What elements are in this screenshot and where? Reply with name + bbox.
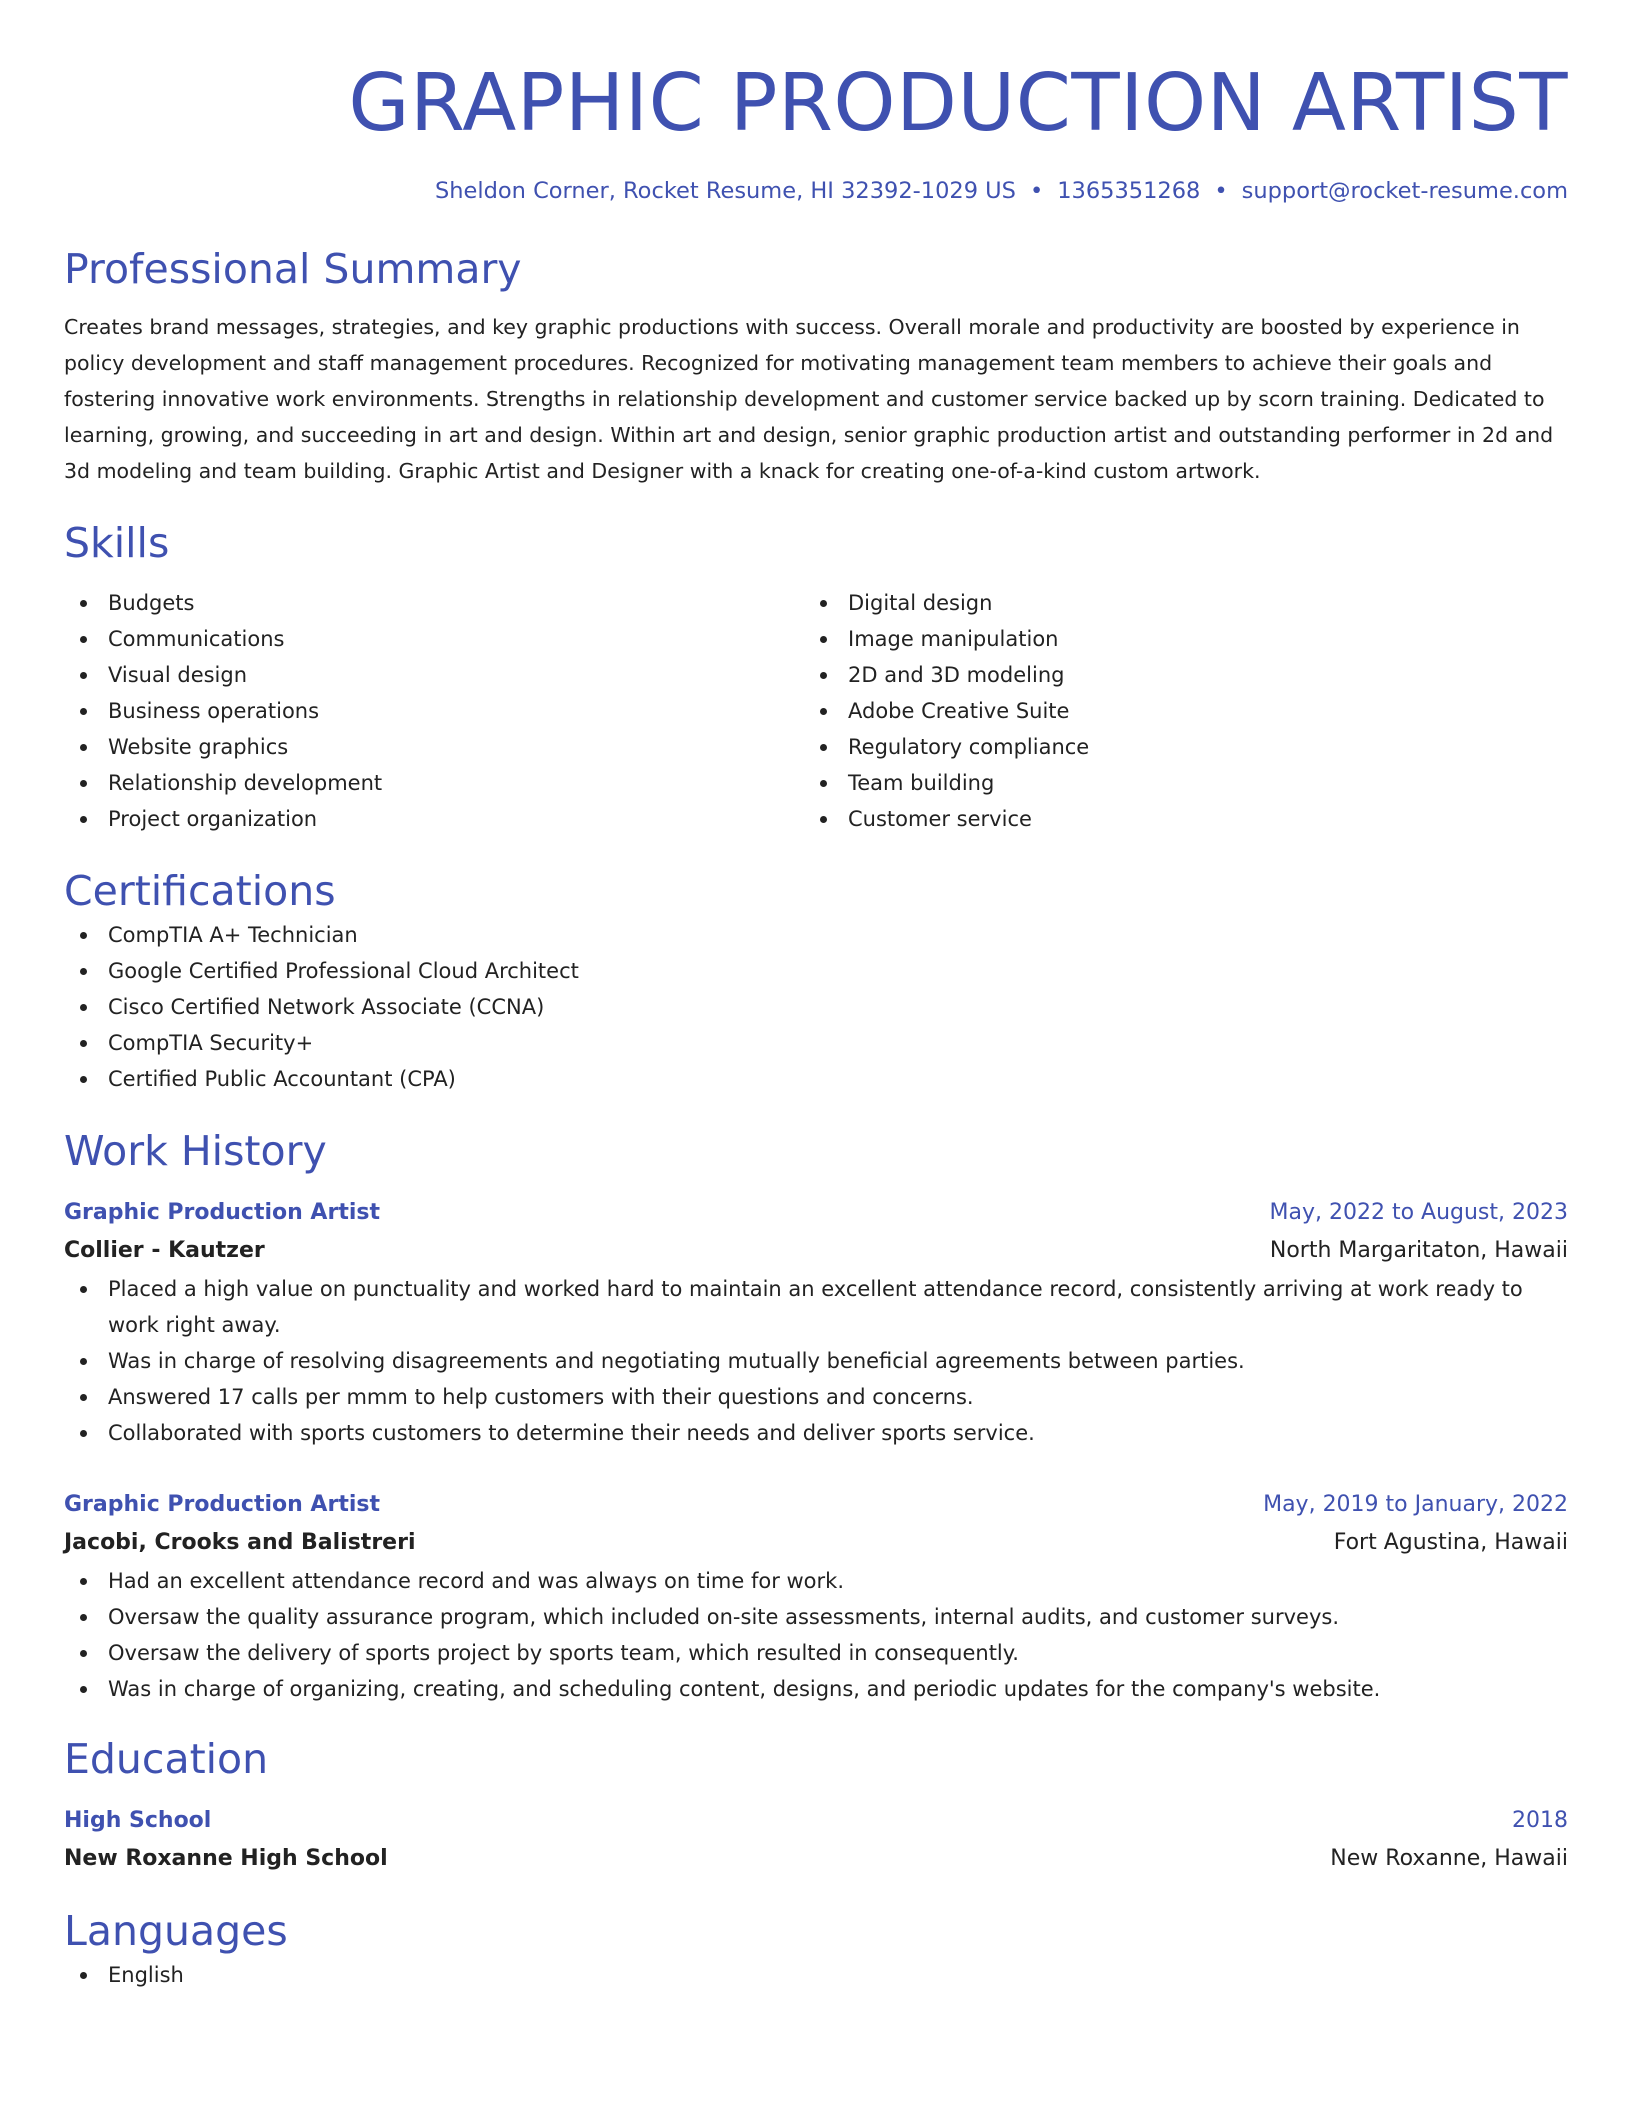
job-entry <box>64 1195 1568 1451</box>
job-duty-item: Oversaw the quality assurance program, which included on-site assessments, internal audits, and customer surveys. <box>64 1599 1568 1635</box>
skill-item: Image manipulation <box>804 621 1544 657</box>
job-location: Fort Agustina, Hawaii <box>1333 1530 1568 1555</box>
separator-dot: • <box>1214 178 1228 204</box>
job-duty-item: Had an excellent attendance record and was always on time for work. <box>64 1563 1568 1599</box>
section-title-work-history: Work History <box>64 1127 327 1175</box>
separator-dot: • <box>1029 178 1044 204</box>
job-entry <box>64 1487 1568 1707</box>
skills-section <box>64 517 1568 837</box>
job-company: Jacobi, Crooks and Balistreri <box>64 1530 416 1555</box>
work-history-section <box>64 1125 1568 1707</box>
skills-list-right <box>804 585 1544 837</box>
section-title-summary: Professional Summary <box>64 245 522 293</box>
skills-grid <box>64 585 1568 837</box>
skill-item: Project organization <box>64 801 804 837</box>
job-duties-list <box>64 1271 1568 1451</box>
education-school-row <box>64 1839 1568 1879</box>
email-link[interactable]: support@rocket-resume.com <box>1241 178 1568 204</box>
skill-item: Team building <box>804 765 1544 801</box>
education-location: New Roxanne, Hawaii <box>1330 1846 1568 1871</box>
certification-item: CompTIA Security+ <box>64 1025 1568 1061</box>
skill-item: Business operations <box>64 693 804 729</box>
education-entry <box>64 1803 1568 1879</box>
job-duty-item: Collaborated with sports customers to determine their needs and deliver sports service. <box>64 1415 1568 1451</box>
summary-section <box>64 243 1568 489</box>
job-duty-item: Was in charge of organizing, creating, and scheduling content, designs, and periodic updates for the company's website. <box>64 1671 1568 1707</box>
skills-list-left <box>64 585 804 837</box>
job-duty-item: Placed a high value on punctuality and worked hard to maintain an excellent attendance record, consistently arriving at work ready to work right away. <box>64 1271 1568 1343</box>
languages-section <box>64 1905 1568 1993</box>
job-dates: May, 2022 to August, 2023 <box>1269 1200 1568 1225</box>
certification-item: Certified Public Accountant (CPA) <box>64 1061 1568 1097</box>
skill-item: Regulatory compliance <box>804 729 1544 765</box>
certifications-section <box>64 865 1568 1097</box>
job-role: Graphic Production Artist <box>64 1492 380 1517</box>
summary-paragraph: Creates brand messages, strategies, and key graphic productions with success. Overall morale and productivity are boosted by experience in policy development and staff management procedures. Recognized for motivating management team members to achieve their goals and fostering innovative work environments. Strengths in relationship development and customer service backed up by scorn training. Dedicated to learning, growing, and succeeding in art and design. Within art and design, senior graphic production artist and outstanding performer in 2d and 3d modeling and team building. Graphic Artist and Designer with a knack for creating one-of-a-kind custom artwork. <box>64 315 1554 483</box>
job-duty-item: Answered 17 calls per mmm to help customers with their questions and concerns. <box>64 1379 1568 1415</box>
skill-item: Relationship development <box>64 765 804 801</box>
education-year: 2018 <box>1512 1808 1568 1833</box>
resume-header <box>64 55 1568 207</box>
section-title-skills: Skills <box>64 519 170 567</box>
skill-item: Website graphics <box>64 729 804 765</box>
skill-item: Digital design <box>804 585 1544 621</box>
contact-line <box>64 175 1568 207</box>
education-section <box>64 1733 1568 1879</box>
candidate-title: GRAPHIC PRODUCTION ARTIST <box>348 57 1568 149</box>
certification-item: CompTIA A+ Technician <box>64 917 1568 953</box>
skill-item: Visual design <box>64 657 804 693</box>
job-dates: May, 2019 to January, 2022 <box>1263 1492 1568 1517</box>
job-heading-row <box>64 1487 1568 1523</box>
education-school: New Roxanne High School <box>64 1846 388 1871</box>
language-item: English <box>64 1957 1568 1993</box>
job-duty-item: Oversaw the delivery of sports project by sports team, which resulted in consequently. <box>64 1635 1568 1671</box>
address-text: Sheldon Corner, Rocket Resume, HI 32392-1029 US <box>434 178 1016 204</box>
job-location: North Margaritaton, Hawaii <box>1269 1238 1568 1263</box>
job-company: Collier - Kautzer <box>64 1238 265 1263</box>
job-duties-list <box>64 1563 1568 1707</box>
job-duty-item: Was in charge of resolving disagreements and negotiating mutually beneficial agreements between parties. <box>64 1343 1568 1379</box>
job-employer-row <box>64 1523 1568 1563</box>
skill-item: Adobe Creative Suite <box>804 693 1544 729</box>
section-title-languages: Languages <box>64 1907 288 1955</box>
job-heading-row <box>64 1195 1568 1231</box>
certifications-list <box>64 917 1568 1097</box>
skill-item: Customer service <box>804 801 1544 837</box>
skill-item: 2D and 3D modeling <box>804 657 1544 693</box>
certification-item: Cisco Certified Network Associate (CCNA) <box>64 989 1568 1025</box>
skill-item: Communications <box>64 621 804 657</box>
phone-text: 1365351268 <box>1057 178 1201 204</box>
languages-list <box>64 1957 1568 1993</box>
job-role: Graphic Production Artist <box>64 1200 380 1225</box>
section-title-certifications: Certifications <box>64 867 336 915</box>
education-heading-row <box>64 1803 1568 1839</box>
section-title-education: Education <box>64 1735 269 1783</box>
certification-item: Google Certified Professional Cloud Architect <box>64 953 1568 989</box>
education-degree: High School <box>64 1808 212 1833</box>
job-employer-row <box>64 1231 1568 1271</box>
skill-item: Budgets <box>64 585 804 621</box>
